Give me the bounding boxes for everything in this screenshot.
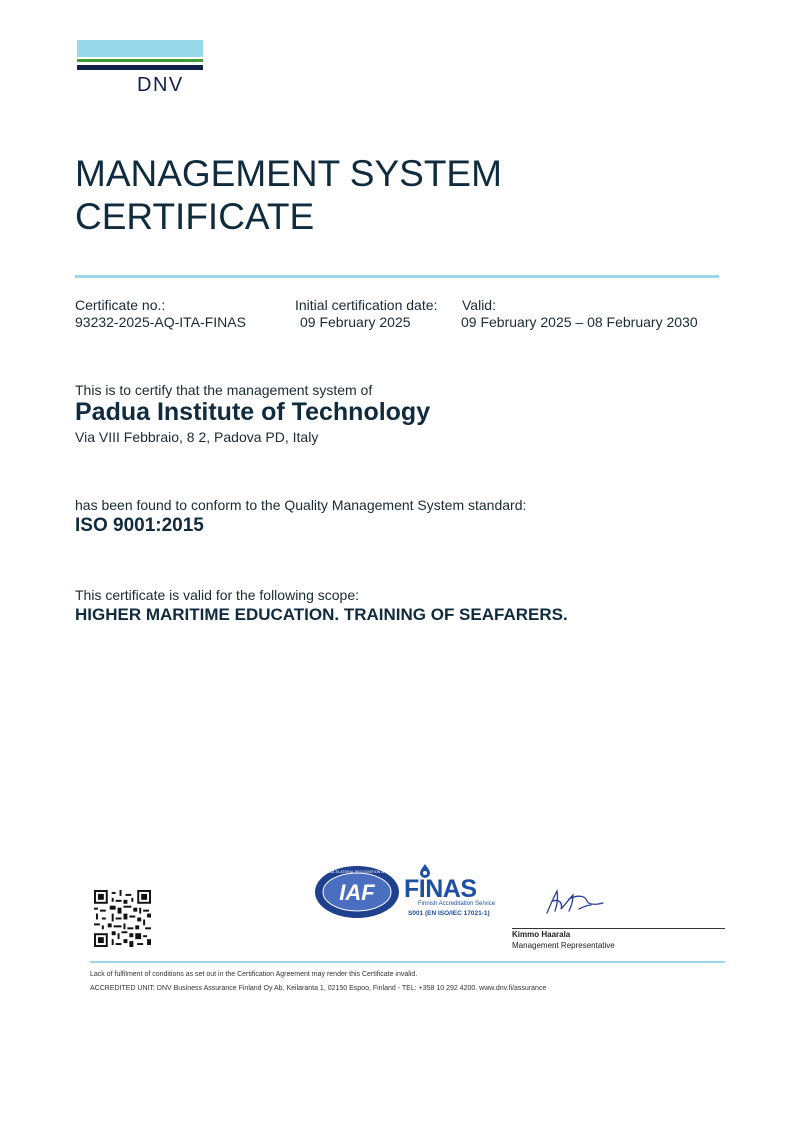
dnv-logo [77, 40, 203, 98]
footer-divider [90, 961, 725, 963]
scope-text: HIGHER MARITIME EDUCATION. TRAINING OF SEAFARERS. [75, 605, 568, 624]
certificate-no-label: Certificate no.: [75, 297, 166, 313]
finas-subtitle: Finnish Accreditation Service [418, 901, 496, 907]
finas-mark [404, 864, 499, 920]
title-line-2: CERTIFICATE [75, 196, 315, 237]
certify-intro: This is to certify that the management system of [75, 382, 373, 398]
title-divider [75, 275, 719, 278]
certificate-title [75, 152, 502, 238]
logo-text: DNV [137, 74, 184, 96]
signature-image [543, 885, 613, 919]
scope-intro: This certificate is valid for the following scope: [75, 587, 360, 603]
iaf-ring-text: MEMBER OF MULTILATERAL RECOGNITION ARRANGEMENT [305, 870, 409, 874]
signatory-name: Kimmo Haarala [512, 930, 571, 939]
logo-bar-navy [77, 65, 203, 70]
footer-accredited-unit: ACCREDITED UNIT: DNV Business Assurance Finland Oy Ab, Keilaranta 1, 02150 Espoo, Finland - TEL: +358 10 292 4200. www.dnv.fi/assurance [90, 985, 547, 992]
valid-label: Valid: [462, 297, 496, 313]
qr-code[interactable] [94, 890, 151, 947]
certificate-no-value: 93232-2025-AQ-ITA-FINAS [75, 314, 246, 330]
initial-date-value: 09 February 2025 [300, 314, 411, 330]
iaf-mark [305, 865, 409, 919]
finas-code: S001 (EN ISO/IEC 17021-1) [408, 910, 490, 917]
organization-address: Via VIII Febbraio, 8 2, Padova PD, Italy [75, 429, 319, 445]
footer-disclaimer: Lack of fulfilment of conditions as set out in the Certification Agreement may render this Certificate invalid. [90, 971, 418, 978]
finas-text: FINAS [404, 875, 477, 903]
valid-range-value: 09 February 2025 – 08 February 2030 [461, 314, 698, 330]
iaf-text: IAF [339, 880, 375, 905]
initial-date-label: Initial certification date: [295, 297, 438, 313]
organization-name: Padua Institute of Technology [75, 398, 431, 426]
logo-bar-green [77, 59, 203, 62]
title-line-1: MANAGEMENT SYSTEM [75, 153, 502, 194]
standard-name: ISO 9001:2015 [75, 515, 204, 536]
logo-bar-light [77, 40, 203, 57]
signature-line [512, 928, 725, 929]
signatory-role: Management Representative [512, 941, 615, 950]
standard-intro: has been found to conform to the Quality Management System standard: [75, 497, 527, 513]
